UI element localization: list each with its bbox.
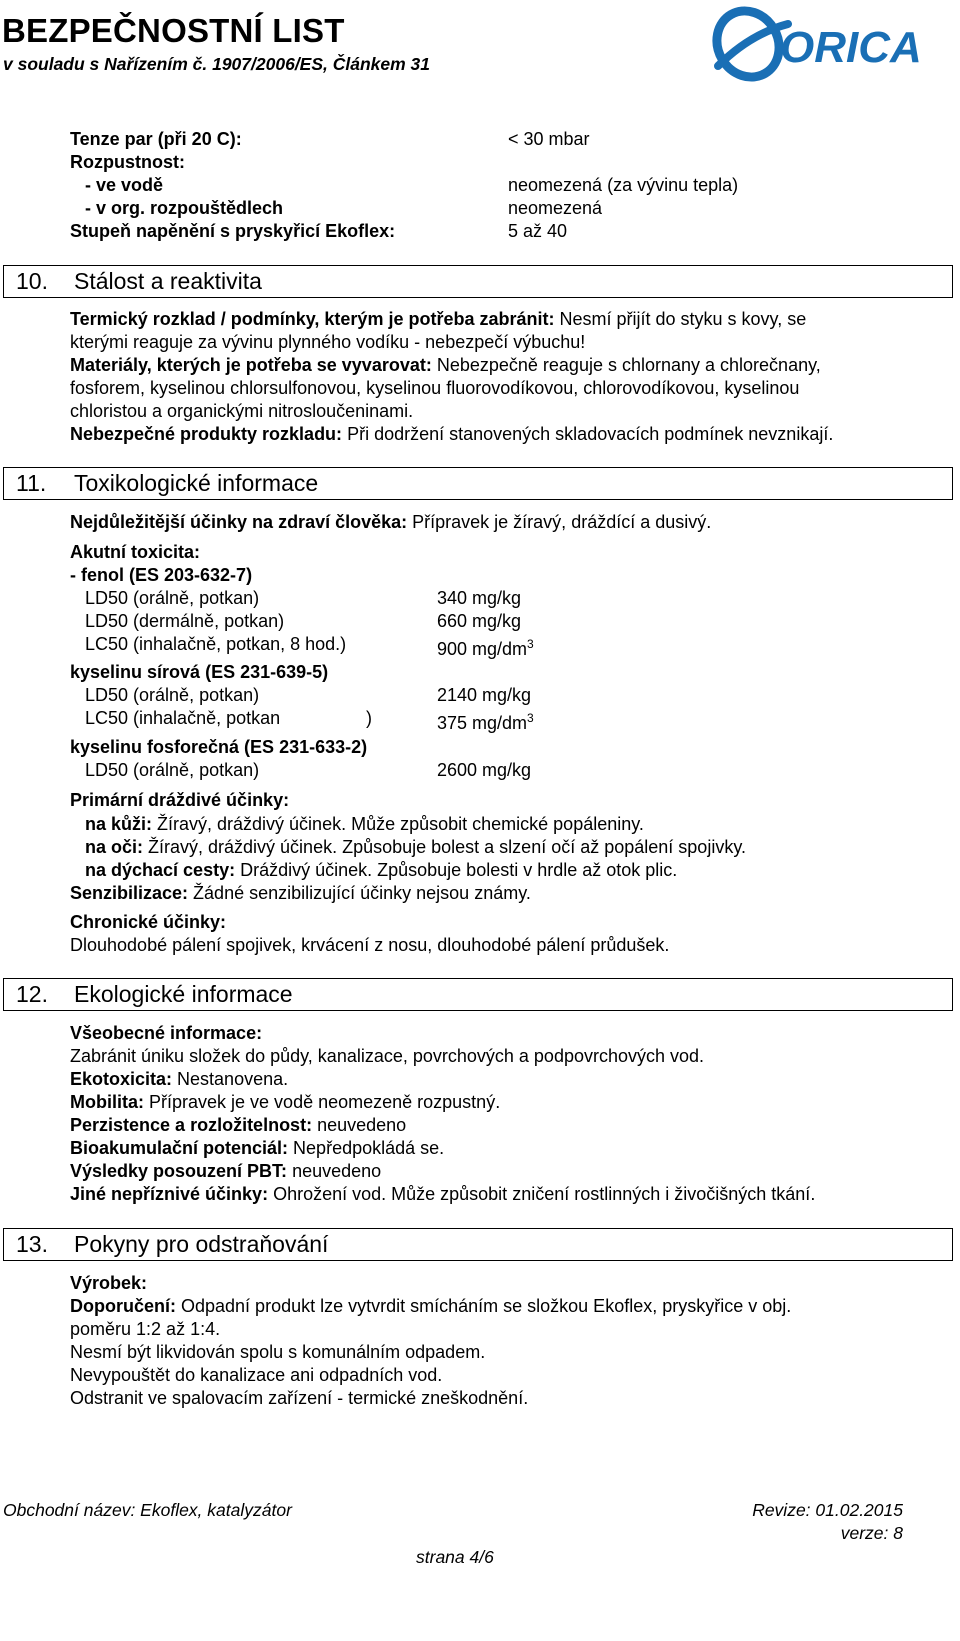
- eyes-line: [85, 836, 746, 859]
- water-label: - ve vodě: [85, 175, 164, 195]
- mobility-text: Přípravek je ve vodě neomezeně rozpustný.: [144, 1092, 501, 1112]
- products-label: Nebezpečné produkty rozkladu:: [70, 424, 343, 444]
- org-value: neomezená: [508, 198, 603, 218]
- chronic-label: Chronické účinky:: [70, 912, 227, 932]
- thermal-line: [70, 308, 806, 331]
- ecotox-label: Ekotoxicita:: [70, 1069, 173, 1089]
- document-subtitle: v souladu s Nařízením č. 1907/2006/ES, Článkem 31: [3, 54, 431, 74]
- tox-row-label: LD50 (orálně, potkan): [85, 760, 260, 780]
- skin-label: na kůži:: [85, 814, 153, 834]
- foam-label: Stupeň napěnění s pryskyřicí Ekoflex:: [70, 221, 396, 241]
- foam-value: 5 až 40: [508, 221, 568, 241]
- products-line: [70, 423, 833, 446]
- footer-trade-name: Obchodní název: Ekoflex, katalyzátor: [3, 1500, 292, 1520]
- rec-text-2: poměru 1:2 až 1:4.: [70, 1319, 221, 1339]
- tox-row-value: 340 mg/kg: [437, 588, 522, 608]
- tox-row-label: LC50 (inhalačně, potkan, 8 hod.): [85, 634, 347, 654]
- tox-row-label: LD50 (dermálně, potkan): [85, 611, 285, 631]
- solubility-label: Rozpustnost:: [70, 152, 185, 172]
- section-number: 10.: [16, 268, 48, 294]
- materials-text: Nebezpečně reaguje s chlornany a chlorečnany,: [431, 355, 821, 375]
- ecotox-line: [70, 1068, 288, 1091]
- bioacc-line: [70, 1137, 444, 1160]
- irritant-label: Primární dráždivé účinky:: [70, 790, 290, 810]
- sens-line: [70, 882, 531, 905]
- superscript: 3: [527, 711, 534, 725]
- product-label: Výrobek:: [70, 1273, 148, 1293]
- footer-page: strana 4/6: [416, 1547, 494, 1567]
- materials-text-3: chloristou a organickými nitrosloučeninami.: [70, 401, 414, 421]
- resp-text: Dráždivý účinek. Způsobuje bolesti v hrdle až otok plic.: [235, 860, 678, 880]
- footer-revision: Revize: 01.02.2015: [752, 1500, 903, 1520]
- disposal-line: Nesmí být likvidován spolu s komunálním odpadem.: [70, 1342, 486, 1362]
- org-label: - v org. rozpouštědlech: [85, 198, 284, 218]
- logo-text: ORICA: [780, 23, 922, 72]
- other-text: Ohrožení vod. Může způsobit zničení rostlinných i živočišných tkání.: [268, 1184, 816, 1204]
- resp-label: na dýchací cesty:: [85, 860, 236, 880]
- general-text: Zabránit úniku složek do půdy, kanalizace, povrchových a podpovrchových vod.: [70, 1046, 705, 1066]
- sens-text: Žádné senzibilizující účinky nejsou známy.: [188, 883, 531, 903]
- tox-row-label: LD50 (orálně, potkan): [85, 588, 260, 608]
- section-number: 11.: [16, 470, 47, 496]
- products-text: Při dodržení stanovených skladovacích podmínek nevznikají.: [342, 424, 834, 444]
- other-line: [70, 1183, 815, 1206]
- persist-line: [70, 1114, 406, 1137]
- general-label: Všeobecné informace:: [70, 1023, 263, 1043]
- tox-row-value: 2140 mg/kg: [437, 685, 532, 705]
- persist-text: neuvedeno: [312, 1115, 407, 1135]
- materials-text-2: fosforem, kyselinou chlorsulfonovou, kyselinou fluorovodíkovou, chlorovodíkovou, kyselinou: [70, 378, 800, 398]
- tox-row-value: 900 mg/dm: [437, 639, 528, 659]
- tox-row-label: LD50 (orálně, potkan): [85, 685, 260, 705]
- section-10-heading: [3, 265, 953, 298]
- footer-version: verze: 8: [840, 1523, 903, 1543]
- disposal-line: Nevypouštět do kanalizace ani odpadních vod.: [70, 1365, 443, 1385]
- materials-line: [70, 354, 821, 377]
- tox-row-label: LC50 (inhalačně, potkan: [85, 708, 281, 728]
- skin-text: Žíravý, dráždivý účinek. Může způsobit chemické popáleniny.: [152, 814, 644, 834]
- section-title: Toxikologické informace: [74, 470, 319, 496]
- eyes-text: Žíravý, dráždivý účinek. Způsobuje bolest a slzení očí až popálení spojivky.: [143, 837, 746, 857]
- materials-label: Materiály, kterých je potřeba se vyvarovat:: [70, 355, 432, 375]
- tox-row-value-line: [437, 707, 534, 735]
- pbt-label: Výsledky posouzení PBT:: [70, 1161, 288, 1181]
- section-11-heading: [3, 467, 953, 500]
- section-number: 12.: [16, 981, 48, 1007]
- bioacc-text: Nepředpokládá se.: [288, 1138, 445, 1158]
- sulfuric-label: kyselinu sírová (ES 231-639-5): [70, 662, 329, 682]
- mobility-line: [70, 1091, 500, 1114]
- thermal-text-2: kterými reaguje za vývinu plynného vodíku - nebezpečí výbuchu!: [70, 332, 586, 352]
- effects-text: Přípravek je žíravý, dráždící a dusivý.: [407, 512, 712, 532]
- eyes-label: na oči:: [85, 837, 144, 857]
- orica-logo: [710, 4, 955, 84]
- thermal-text: Nesmí přijít do styku s kovy, se: [554, 309, 807, 329]
- rec-label: Doporučení:: [70, 1296, 176, 1316]
- tox-row-paren: ): [366, 708, 372, 728]
- orica-logo-icon: [710, 4, 955, 84]
- section-title: Ekologické informace: [74, 981, 293, 1007]
- sens-label: Senzibilizace:: [70, 883, 189, 903]
- effects-line: [70, 511, 711, 534]
- skin-line: [85, 813, 644, 836]
- pbt-line: [70, 1160, 381, 1183]
- disposal-line: Odstranit ve spalovacím zařízení - termické zneškodnění.: [70, 1388, 529, 1408]
- effects-label: Nejdůležitější účinky na zdraví člověka:: [70, 512, 408, 532]
- vapor-label: Tenze par (při 20 C):: [70, 129, 242, 149]
- vapor-value: < 30 mbar: [508, 129, 590, 149]
- rec-line: [70, 1295, 791, 1318]
- other-label: Jiné nepříznivé účinky:: [70, 1184, 269, 1204]
- acute-label: Akutní toxicita:: [70, 542, 201, 562]
- section-13-heading: [3, 1228, 953, 1261]
- tox-row-value: 2600 mg/kg: [437, 760, 532, 780]
- ecotox-text: Nestanovena.: [172, 1069, 289, 1089]
- section-title: Pokyny pro odstraňování: [74, 1231, 329, 1257]
- bioacc-label: Bioakumulační potenciál:: [70, 1138, 289, 1158]
- phosphoric-label: kyselinu fosforečná (ES 231-633-2): [70, 737, 368, 757]
- document-title: BEZPEČNOSTNÍ LIST: [2, 12, 345, 49]
- tox-row-value: 375 mg/dm: [437, 713, 528, 733]
- persist-label: Perzistence a rozložitelnost:: [70, 1115, 313, 1135]
- superscript: 3: [527, 637, 534, 651]
- mobility-label: Mobilita:: [70, 1092, 144, 1112]
- pbt-text: neuvedeno: [287, 1161, 382, 1181]
- water-value: neomezená (za vývinu tepla): [508, 175, 739, 195]
- section-number: 13.: [16, 1231, 48, 1257]
- tox-row-value: 660 mg/kg: [437, 611, 522, 631]
- phenol-label: - fenol (ES 203-632-7): [70, 565, 253, 585]
- resp-line: [85, 859, 677, 882]
- section-12-heading: [3, 978, 953, 1011]
- tox-row-value-line: [437, 633, 534, 661]
- rec-text: Odpadní produkt lze vytvrdit smícháním se složkou Ekoflex, pryskyřice v obj.: [176, 1296, 792, 1316]
- thermal-label: Termický rozklad / podmínky, kterým je potřeba zabránit:: [70, 309, 555, 329]
- chronic-text: Dlouhodobé pálení spojivek, krvácení z nosu, dlouhodobé pálení průdušek.: [70, 935, 670, 955]
- section-title: Stálost a reaktivita: [74, 268, 262, 294]
